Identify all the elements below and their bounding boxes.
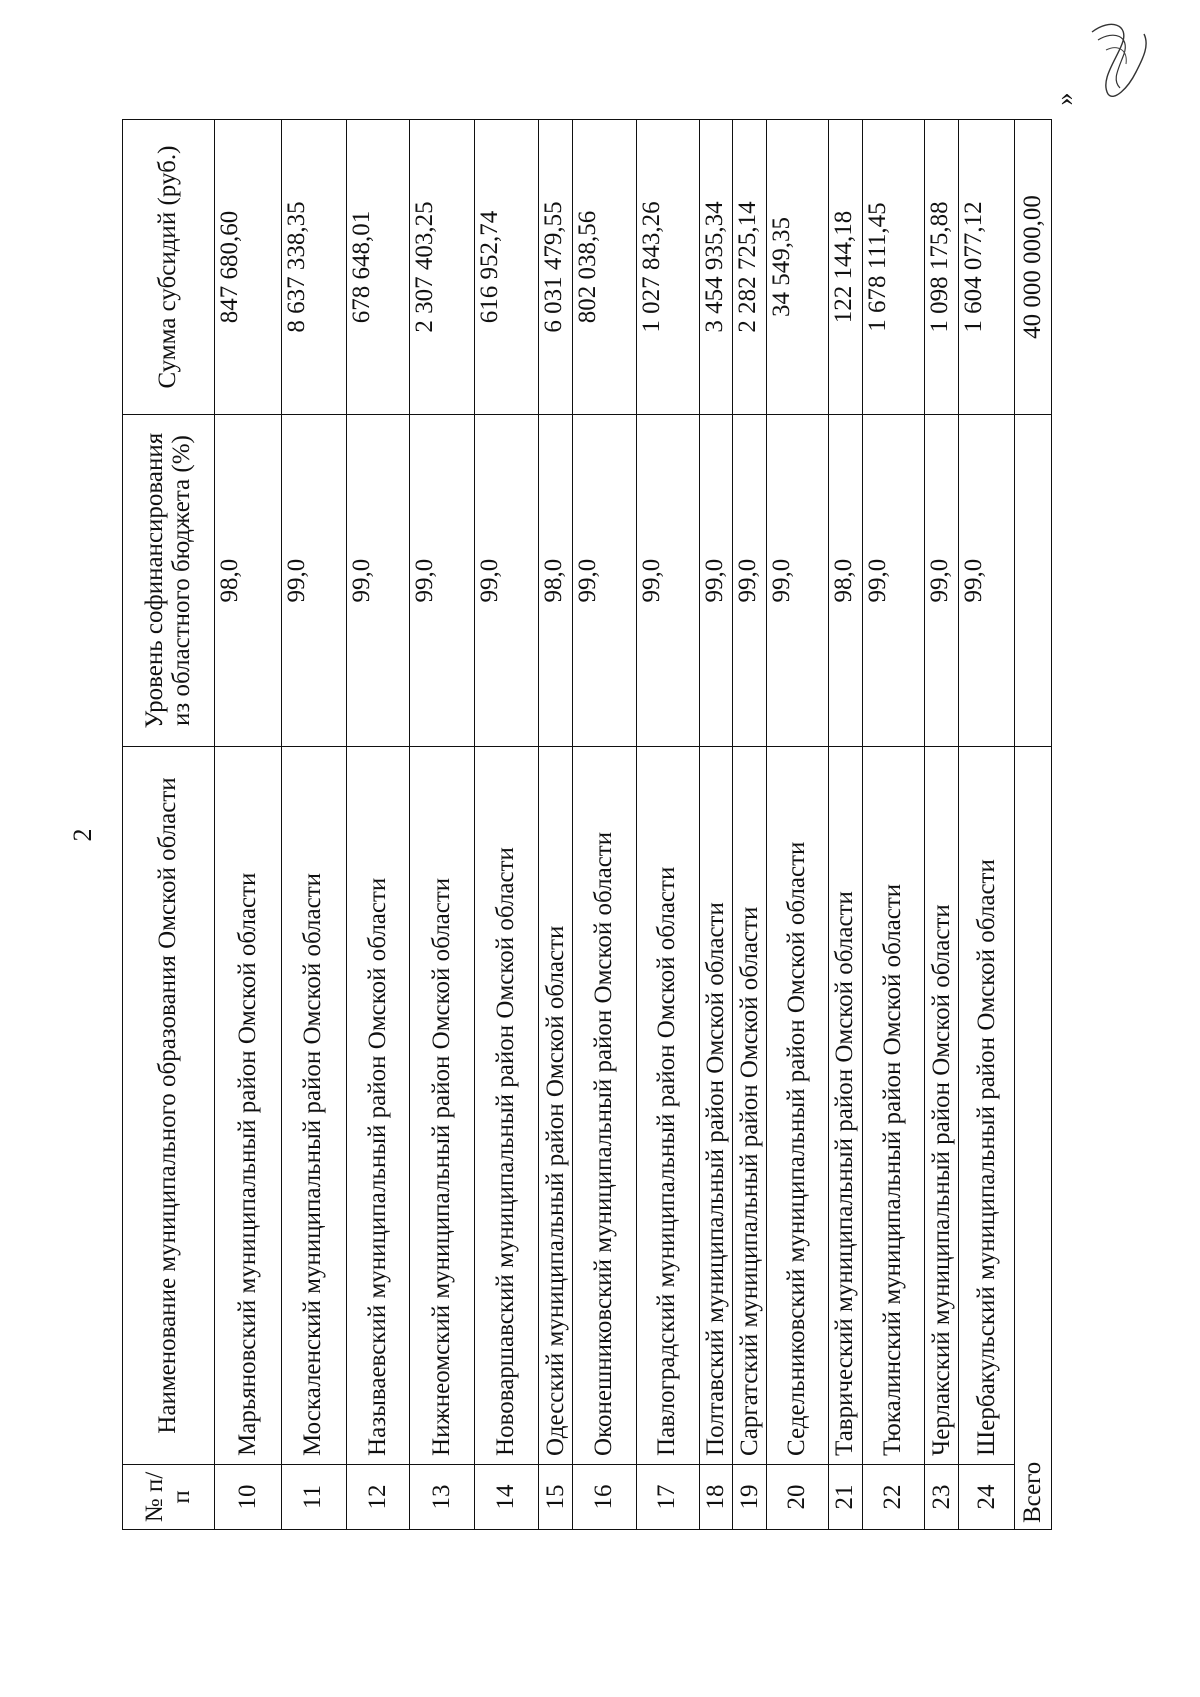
row-num: 20 (767, 1464, 828, 1529)
header-sum: Сумма субсидий (руб.) (123, 120, 215, 415)
row-num: 13 (410, 1464, 475, 1529)
row-sum: 802 038,56 (573, 120, 637, 415)
table-header-row (123, 120, 215, 1530)
row-level: 99,0 (636, 415, 699, 747)
row-num: 22 (862, 1464, 925, 1529)
row-num: 11 (281, 1464, 346, 1529)
row-level: 99,0 (925, 415, 959, 747)
row-num: 19 (733, 1464, 767, 1529)
row-name: Нововаршавский муниципальный район Омской области (474, 747, 539, 1465)
row-level: 99,0 (346, 415, 410, 747)
row-name: Саргатский муниципальный район Омской области (733, 747, 767, 1465)
table-row (733, 120, 767, 1530)
row-level: 98,0 (215, 415, 282, 747)
row-sum: 1 098 175,88 (925, 120, 959, 415)
table-row (346, 120, 410, 1530)
row-level: 99,0 (281, 415, 346, 747)
row-num: 10 (215, 1464, 282, 1529)
row-name: Марьяновский муниципальный район Омской области (215, 747, 282, 1465)
row-sum: 122 144,18 (828, 120, 862, 415)
row-num: 18 (699, 1464, 733, 1529)
row-level: 99,0 (410, 415, 475, 747)
table-row (281, 120, 346, 1530)
row-level: 99,0 (699, 415, 733, 747)
row-name: Одесский муниципальный район Омской области (539, 747, 573, 1465)
row-level: 99,0 (862, 415, 925, 747)
row-name: Шербакульский муниципальный район Омской области (959, 747, 1015, 1465)
total-label: Всего (1015, 747, 1052, 1530)
row-sum: 847 680,60 (215, 120, 282, 415)
row-num: 12 (346, 1464, 410, 1529)
table-row (925, 120, 959, 1530)
row-name: Полтавский муниципальный район Омской области (699, 747, 733, 1465)
header-num: № п/п (123, 1464, 215, 1529)
header-name: Наименование муниципального образования Омской области (123, 747, 215, 1465)
table-row (474, 120, 539, 1530)
row-sum: 6 031 479,55 (539, 120, 573, 415)
header-level: Уровень софинансирования из областного бюджета (%) (123, 415, 215, 747)
row-sum: 1 604 077,12 (959, 120, 1015, 415)
row-level: 99,0 (959, 415, 1015, 747)
row-name: Москаленский муниципальный район Омской области (281, 747, 346, 1465)
row-name: Таврический муниципальный район Омской области (828, 747, 862, 1465)
row-name: Называевский муниципальный район Омской области (346, 747, 410, 1465)
total-level (1015, 415, 1052, 747)
closing-quote: » (1050, 92, 1079, 106)
row-sum: 616 952,74 (474, 120, 539, 415)
row-level: 98,0 (828, 415, 862, 747)
row-sum: 34 549,35 (767, 120, 828, 415)
row-level: 99,0 (733, 415, 767, 747)
table-row (862, 120, 925, 1530)
row-num: 24 (959, 1464, 1015, 1529)
signature-scribble (1070, 10, 1160, 105)
row-name: Черлакский муниципальный район Омской области (925, 747, 959, 1465)
page-number: 2 (68, 828, 97, 842)
row-level: 99,0 (474, 415, 539, 747)
subsidy-table-container (122, 119, 1052, 1530)
subsidy-table (122, 119, 1052, 1530)
row-level: 98,0 (539, 415, 573, 747)
row-sum: 2 307 403,25 (410, 120, 475, 415)
row-name: Павлоградский муниципальный район Омской области (636, 747, 699, 1465)
table-row (767, 120, 828, 1530)
row-num: 15 (539, 1464, 573, 1529)
row-name: Тюкалинский муниципальный район Омской области (862, 747, 925, 1465)
row-sum: 8 637 338,35 (281, 120, 346, 415)
row-level: 99,0 (767, 415, 828, 747)
table-total-row (1015, 120, 1052, 1530)
row-name: Седельниковский муниципальный район Омской области (767, 747, 828, 1465)
row-sum: 1 678 111,45 (862, 120, 925, 415)
table-row (828, 120, 862, 1530)
row-num: 14 (474, 1464, 539, 1529)
row-name: Оконешниковский муниципальный район Омской области (573, 747, 637, 1465)
row-sum: 3 454 935,34 (699, 120, 733, 415)
row-sum: 678 648,01 (346, 120, 410, 415)
table-row (573, 120, 637, 1530)
total-sum: 40 000 000,00 (1015, 120, 1052, 415)
row-num: 21 (828, 1464, 862, 1529)
table-row (410, 120, 475, 1530)
row-sum: 2 282 725,14 (733, 120, 767, 415)
row-name: Нижнеомский муниципальный район Омской области (410, 747, 475, 1465)
row-num: 23 (925, 1464, 959, 1529)
table-row (539, 120, 573, 1530)
table-row (959, 120, 1015, 1530)
row-sum: 1 027 843,26 (636, 120, 699, 415)
table-row (636, 120, 699, 1530)
row-num: 17 (636, 1464, 699, 1529)
table-row (215, 120, 282, 1530)
table-row (699, 120, 733, 1530)
row-level: 99,0 (573, 415, 637, 747)
row-num: 16 (573, 1464, 637, 1529)
